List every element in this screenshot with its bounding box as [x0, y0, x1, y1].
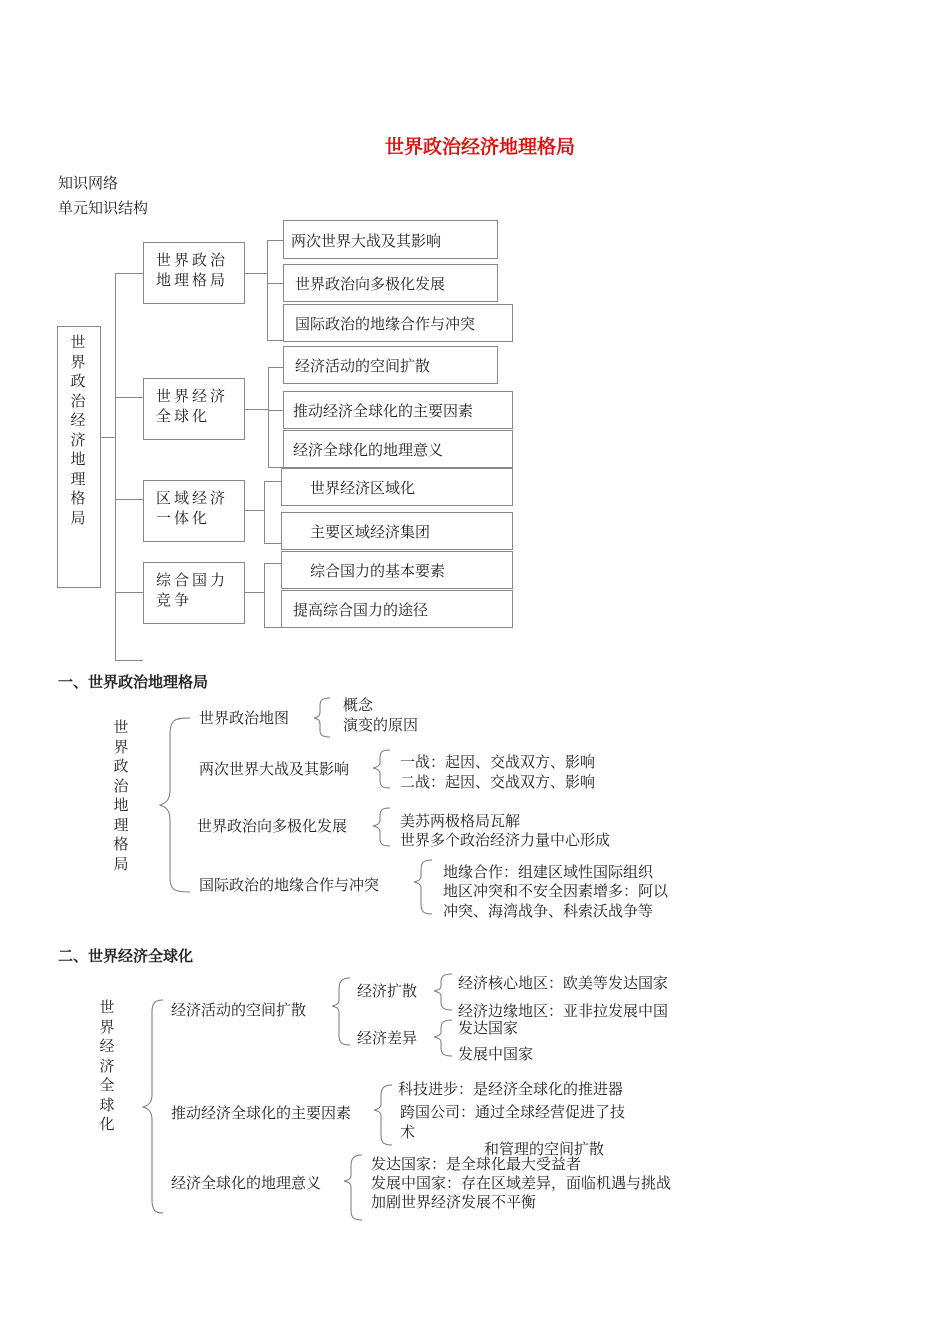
section1-root-label: 世界政治地理格局: [113, 718, 129, 873]
item-label: 经济活动的空间扩散: [295, 357, 431, 375]
item-label: 世界政治向多极化发展: [295, 275, 446, 293]
section1-heading: 一、世界政治地理格局: [58, 673, 209, 691]
s1-detail: 二战：起因、交战双方、影响: [400, 773, 596, 791]
s1-row-label: 世界政治向多极化发展: [197, 817, 348, 835]
intro-knowledge-network: 知识网络: [58, 174, 119, 192]
s2-detail: 加剧世界经济发展不平衡: [371, 1193, 537, 1211]
s2-detail: 经济边缘地区：亚非拉发展中国: [458, 1002, 669, 1020]
s2-detail: 科技进步：是经济全球化的推进器: [398, 1080, 624, 1098]
s2-row-label: 经济活动的空间扩散: [171, 1001, 307, 1019]
s2-row-label: 经济全球化的地理意义: [171, 1174, 322, 1192]
s1-detail: 一战：起因、交战双方、影响: [400, 753, 596, 771]
s2-sub-label: 经济差异: [357, 1029, 418, 1047]
s2-detail: 跨国公司：通过全球经营促进了技: [400, 1103, 626, 1121]
s2-clipped-line: [484, 1140, 684, 1158]
s2-detail: 发展中国家: [458, 1045, 534, 1063]
s1-detail: 地区冲突和不安全因素增多：阿以: [443, 882, 669, 900]
item-label: 综合国力的基本要素: [310, 562, 446, 580]
item-label: 世界经济区域化: [310, 479, 416, 497]
branch-label-national-power: 综合国力竞争: [156, 571, 229, 609]
s2-detail: 术: [400, 1123, 416, 1141]
s2-detail: 和管理的空间扩散: [484, 1140, 605, 1158]
s1-detail: 概念: [343, 696, 374, 714]
section2-root-label: 世界经济全球化: [99, 998, 115, 1133]
item-label: 主要区域经济集团: [310, 523, 431, 541]
item-label: 国际政治的地缘合作与冲突: [295, 315, 476, 333]
branch-label-regional: 区域经济一体化: [156, 489, 229, 527]
page-title: 世界政治经济地理格局: [385, 136, 576, 158]
s1-detail: 世界多个政治经济力量中心形成: [400, 831, 611, 849]
item-label: 推动经济全球化的主要因素: [293, 402, 474, 420]
s2-detail: 发展中国家：存在区域差异，面临机遇与挑战: [371, 1174, 672, 1192]
branch-label-political: 世界政治地理格局: [156, 251, 229, 289]
s1-row-label: 国际政治的地缘合作与冲突: [199, 876, 380, 894]
s2-row-label: 推动经济全球化的主要因素: [171, 1104, 352, 1122]
item-label: 两次世界大战及其影响: [291, 232, 442, 250]
item-label: 经济全球化的地理意义: [293, 441, 444, 459]
s1-detail: 演变的原因: [343, 716, 419, 734]
s1-detail: 冲突、海湾战争、科索沃战争等: [443, 902, 654, 920]
intro-unit-structure: 单元知识结构: [58, 199, 149, 217]
section2-heading: 二、世界经济全球化: [58, 947, 194, 965]
s2-detail: 发达国家: [458, 1019, 519, 1037]
s1-detail: 美苏两极格局瓦解: [400, 812, 521, 830]
s2-clipped-line: [398, 1080, 698, 1098]
s2-detail: 发达国家：是全球化最大受益者: [371, 1155, 582, 1173]
s1-row-label: 世界政治地图: [199, 709, 290, 727]
s1-detail: 地缘合作：组建区域性国际组织: [443, 863, 654, 881]
s2-detail: 经济核心地区：欧美等发达国家: [458, 974, 669, 992]
branch-label-globalization: 世界经济全球化: [156, 387, 229, 425]
diagram-root-label: 世界政治经济地理格局: [70, 333, 86, 527]
s2-sub-label: 经济扩散: [357, 982, 418, 1000]
item-label: 提高综合国力的途径: [293, 601, 429, 619]
s1-row-label: 两次世界大战及其影响: [199, 760, 350, 778]
